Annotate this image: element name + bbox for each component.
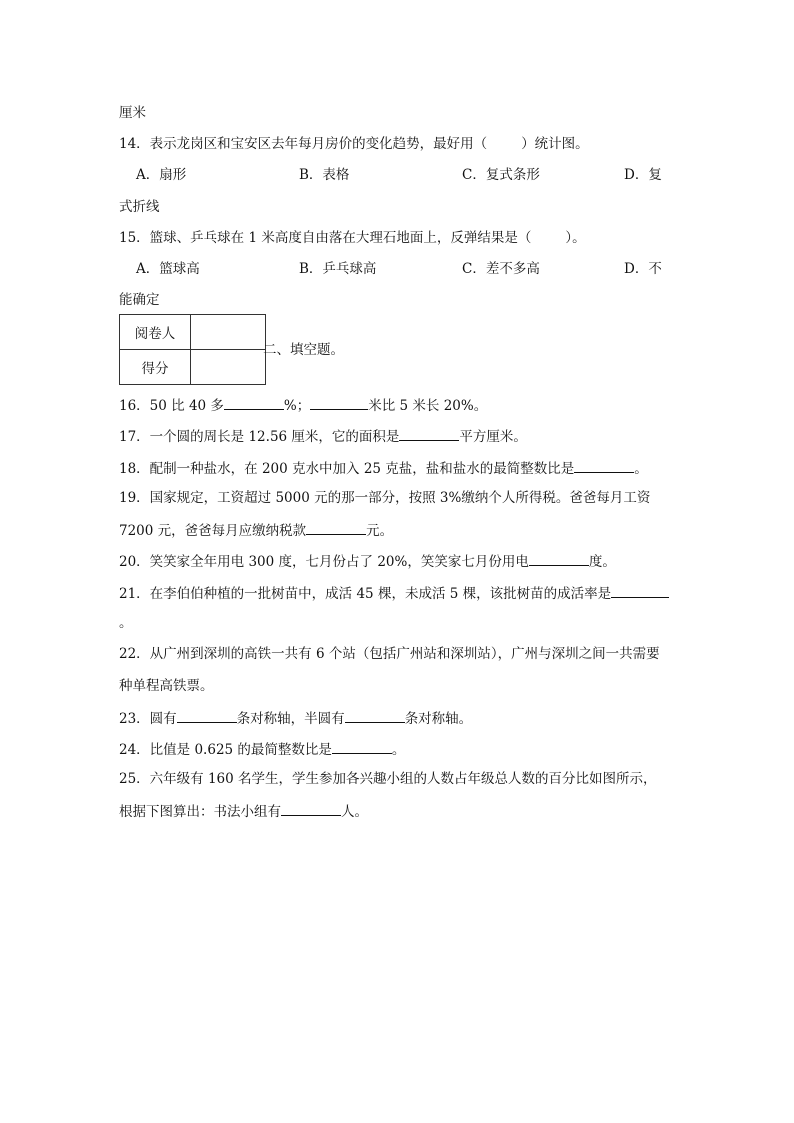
q15-option-a: A．篮球高 (136, 261, 200, 277)
q15-option-d-wrap: 能确定 (119, 292, 160, 308)
q16-text-b: %； (283, 398, 311, 414)
q21-text-a: 21．在李伯伯种植的一批树苗中，成活 45 棵，未成活 5 棵，该批树苗的成活率是 (119, 586, 612, 602)
grader-table (119, 314, 266, 385)
q25-text-a: 根据下图算出：书法小组有 (119, 804, 281, 820)
q21-blank[interactable] (611, 583, 669, 598)
q15-text: 15．篮球、乒乓球在 1 米高度自由落在大理石地面上，反弹结果是（ (119, 230, 532, 246)
question-23 (119, 708, 472, 728)
question-14 (119, 135, 589, 153)
q25-blank[interactable] (281, 801, 341, 816)
question-19-line2 (119, 520, 393, 540)
question-19-line1: 19．国家规定，工资超过 5000 元的那一部分，按照 3%缴纳个人所得税。爸爸每月工资 (119, 490, 651, 506)
q14-option-d-wrap: 式折线 (119, 199, 160, 215)
question-17 (119, 426, 527, 446)
question-16 (119, 395, 487, 415)
q23-text-b: 条对称轴，半圆有 (236, 711, 345, 727)
grader-reviewer-label: 阅卷人 (120, 315, 191, 350)
grader-reviewer-field[interactable] (191, 315, 266, 350)
q23-blank-1[interactable] (177, 708, 237, 723)
q25-text-b: 人。 (341, 804, 368, 820)
grader-score-label: 得分 (120, 350, 191, 385)
question-21 (119, 583, 669, 603)
q20-text-b: 度。 (588, 554, 616, 570)
q14-option-d: D．复 (624, 167, 662, 183)
q24-blank[interactable] (332, 739, 392, 754)
q16-blank-1[interactable] (224, 395, 284, 410)
q21-wrap: 。 (119, 615, 133, 631)
q24-text-b: 。 (391, 742, 406, 758)
question-25-line1: 25．六年级有 160 名学生，学生参加各兴趣小组的人数占年级总人数的百分比如图所示， (119, 771, 657, 787)
q17-blank[interactable] (399, 426, 459, 441)
q15-option-b: B．乒乓球高 (299, 261, 377, 277)
section-title: 二、填空题。 (263, 342, 344, 358)
q18-text-a: 18．配制一种盐水，在 200 克水中加入 25 克盐，盐和盐水的最简整数比是 (119, 461, 575, 477)
q13-tail: 厘米 (119, 105, 146, 121)
q18-text-b: 。 (634, 461, 648, 477)
question-22-line2: 种单程高铁票。 (119, 678, 214, 694)
q15-text-end: ）。 (565, 230, 586, 246)
question-24 (119, 739, 405, 759)
question-22-line1: 22．从广州到深圳的高铁一共有 6 个站（包括广州站和深圳站），广州与深圳之间一共需要 (119, 646, 660, 662)
q20-text-a: 20．笑笑家全年用电 300 度，七月份占了 20%，笑笑家七月份用电 (119, 554, 529, 570)
q16-text-a: 16．50 比 40 多 (119, 398, 224, 414)
q16-blank-2[interactable] (310, 395, 368, 410)
q14-option-c: C．复式条形 (462, 167, 540, 183)
q16-text-c: 米比 5 米长 20%。 (368, 398, 488, 414)
q14-option-b: B．表格 (299, 167, 350, 183)
q19-blank[interactable] (306, 520, 366, 535)
q15-option-d: D．不 (624, 261, 662, 277)
q14-option-a: A．扇形 (136, 167, 187, 183)
q15-option-c: C．差不多高 (462, 261, 540, 277)
q18-blank[interactable] (574, 458, 634, 473)
grader-score-field[interactable] (191, 350, 266, 385)
q24-text-a: 24．比值是 0.625 的最简整数比是 (119, 742, 332, 758)
q17-text-a: 17．一个圆的周长是 12.56 厘米，它的面积是 (119, 429, 400, 445)
q19-text-a: 7200 元，爸爸每月应缴纳税款 (119, 523, 307, 539)
q17-text-b: 平方厘米。 (459, 429, 527, 445)
q23-text-c: 条对称轴。 (404, 711, 473, 727)
q23-blank-2[interactable] (345, 708, 405, 723)
question-15 (119, 229, 586, 247)
q14-text: 14．表示龙岗区和宝安区去年每月房价的变化趋势，最好用（ (119, 136, 488, 152)
q19-text-b: 元。 (366, 523, 394, 539)
q20-blank[interactable] (529, 551, 589, 566)
question-18 (119, 458, 648, 478)
question-25-line2 (119, 801, 368, 821)
q14-text-end: ）统计图。 (521, 136, 589, 152)
q23-text-a: 23．圆有 (119, 711, 177, 727)
question-20 (119, 551, 616, 571)
